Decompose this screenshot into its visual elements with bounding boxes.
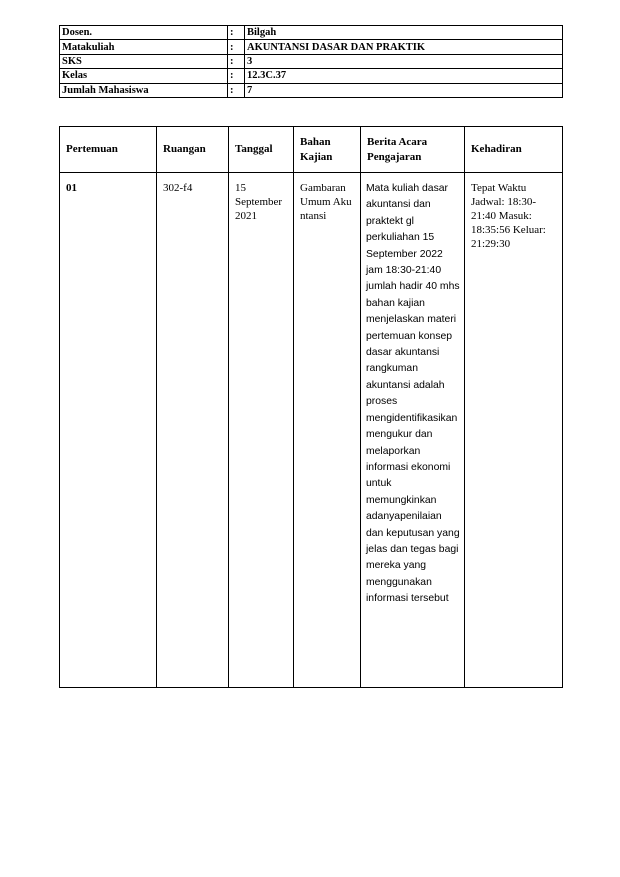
info-label: Jumlah Mahasiswa <box>60 83 228 97</box>
cell-pertemuan: 01 <box>60 173 157 688</box>
cell-berita-acara: Mata kuliah dasar akuntansi dan praktekt gl perkuliahan 15 September 2022 jam 18:30-21:40 jumlah hadir 40 mhs bahan kajian menjelaskan materi pertemuan konsep dasar akuntansi rangkuman akuntansi adalah proses mengidentifikasikan mengukur dan melaporkan informasi ekonomi untuk memungkinkan adanyapenilaian dan keputusan yang jelas dan tegas bagi mereka yang menggunakan informasi tersebut <box>361 173 465 688</box>
info-value: 7 <box>245 83 563 97</box>
info-label: Dosen. <box>60 26 228 40</box>
info-label: Matakuliah <box>60 40 228 54</box>
info-separator: : <box>228 83 245 97</box>
header-bahan-kajian: Bahan Kajian <box>294 127 361 173</box>
info-separator: : <box>228 26 245 40</box>
info-label: Kelas <box>60 69 228 83</box>
course-info-table <box>59 25 563 98</box>
info-row-kelas <box>60 69 563 83</box>
table-row <box>60 173 563 688</box>
info-separator: : <box>228 40 245 54</box>
header-berita-acara: Berita Acara Pengajaran <box>361 127 465 173</box>
info-value: 3 <box>245 54 563 68</box>
header-tanggal: Tanggal <box>229 127 294 173</box>
info-row-matakuliah <box>60 40 563 54</box>
info-row-sks <box>60 54 563 68</box>
header-pertemuan: Pertemuan <box>60 127 157 173</box>
info-value: AKUNTANSI DASAR DAN PRAKTIK <box>245 40 563 54</box>
info-row-dosen <box>60 26 563 40</box>
cell-bahan-kajian: Gambaran Umum Akuntansi <box>294 173 361 688</box>
info-separator: : <box>228 69 245 83</box>
table-header-row <box>60 127 563 173</box>
info-label: SKS <box>60 54 228 68</box>
info-value: Bilgah <box>245 26 563 40</box>
cell-kehadiran: Tepat Waktu Jadwal: 18:30-21:40 Masuk: 18:35:56 Keluar: 21:29:30 <box>465 173 563 688</box>
info-row-jumlah-mahasiswa <box>60 83 563 97</box>
info-value: 12.3C.37 <box>245 69 563 83</box>
attendance-table <box>59 126 563 688</box>
info-separator: : <box>228 54 245 68</box>
header-kehadiran: Kehadiran <box>465 127 563 173</box>
cell-ruangan: 302-f4 <box>157 173 229 688</box>
header-ruangan: Ruangan <box>157 127 229 173</box>
cell-tanggal: 15 September 2021 <box>229 173 294 688</box>
